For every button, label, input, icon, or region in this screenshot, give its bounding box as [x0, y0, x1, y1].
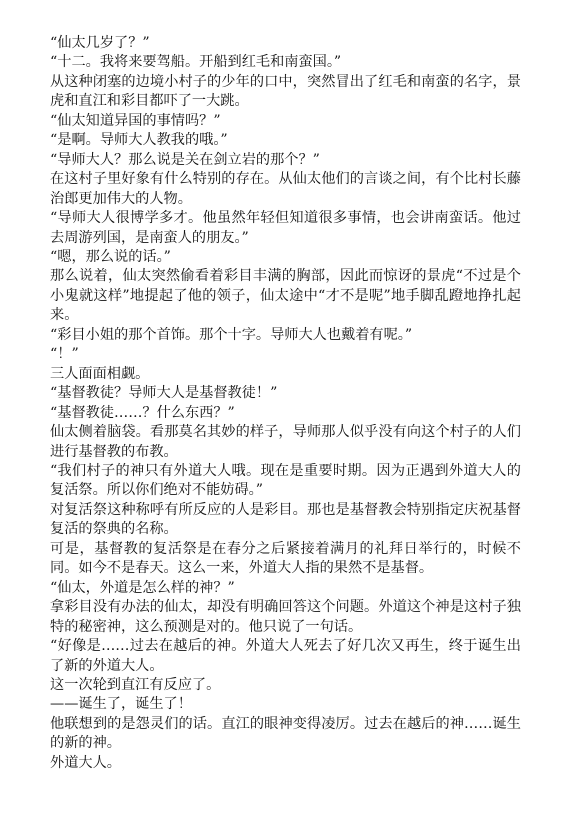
narration-paragraph: 三人面面相觑。: [50, 365, 150, 382]
dialogue-line: “仙太知道异国的事情吗？”: [50, 112, 221, 129]
dialogue-line: “导师大人？那么说是关在剑立岩的那个？”: [50, 151, 320, 168]
narration-paragraph: 拿彩目没有办法的仙太，却没有明确回答这个问题。外道这个神是这村子独特的秘密神，这么预测是对的。他只说了一句话。: [50, 599, 521, 635]
narration-paragraph: 可是，基督教的复活祭是在春分之后紧接着满月的礼拜日举行的，时候不同。如今不是春天。这么一来，外道大人指的果然不是基督。: [50, 540, 521, 577]
dialogue-line: “是啊。导师大人教我的哦。”: [50, 132, 228, 149]
narration-paragraph: 对复活祭这种称呼有所反应的人是彩目。那也是基督教会特别指定庆祝基督复活的祭典的名称。: [50, 501, 521, 538]
narration-paragraph: ——诞生了，诞生了！: [50, 696, 192, 713]
dialogue-line: “导师大人很博学多才。他虽然年轻但知道很多事情，也会讲南蛮话。他过去周游列国，是南蛮人的朋友。”: [50, 210, 521, 246]
body-text: [50, 34, 521, 773]
dialogue-line: “十二。我将来要驾船。开船到红毛和南蛮国。”: [50, 54, 342, 71]
dialogue-line: “好像是……过去在越后的神。外道大人死去了好几次又再生，终于诞生出了新的外道大人。: [50, 638, 521, 674]
narration-paragraph: 在这村子里好象有什么特别的存在。从仙太他们的言谈之间，有个比村长藤治郎更加伟大的人物。: [50, 171, 521, 207]
dialogue-line: “我们村子的神只有外道大人哦。现在是重要时期。因为正遇到外道大人的复活祭。所以你们绝对不能妨碍。”: [50, 462, 521, 499]
narration-paragraph: 外道大人。: [50, 754, 121, 771]
dialogue-line: “基督教徒？导师大人是基督教徒！”: [50, 385, 278, 402]
dialogue-line: “彩目小姐的那个首饰。那个十字。导师大人也戴着有呢。”: [50, 326, 413, 343]
dialogue-line: “基督教徒……？什么东西？”: [50, 404, 235, 421]
narration-paragraph: 那么说着，仙太突然偷看着彩目丰满的胸部，因此而惊讶的景虎“不过是个小鬼就这样”地提起了他的领子，仙太途中“才不是呢”地手脚乱蹬地挣扎起来。: [50, 268, 521, 324]
dialogue-line: “嗯，那么说的话。”: [50, 248, 171, 265]
dialogue-line: “仙太，外道是怎么样的神？”: [50, 579, 235, 596]
narration-paragraph: 仙太侧着脑袋。看那莫名其妙的样子，导师那人似乎没有向这个村子的人们进行基督教的布教。: [50, 424, 521, 460]
narration-paragraph: 他联想到的是怨灵们的话。直江的眼神变得凌厉。过去在越后的神……诞生的新的神。: [50, 715, 521, 752]
narration-paragraph: 从这种闭塞的边境小村子的少年的口中，突然冒出了红毛和南蛮的名字，景虎和直江和彩目都吓了一大跳。: [50, 73, 521, 110]
dialogue-line: “仙太几岁了？”: [50, 35, 150, 51]
narration-paragraph: 这一次轮到直江有反应了。: [50, 676, 221, 693]
dialogue-line: “！”: [50, 346, 79, 363]
